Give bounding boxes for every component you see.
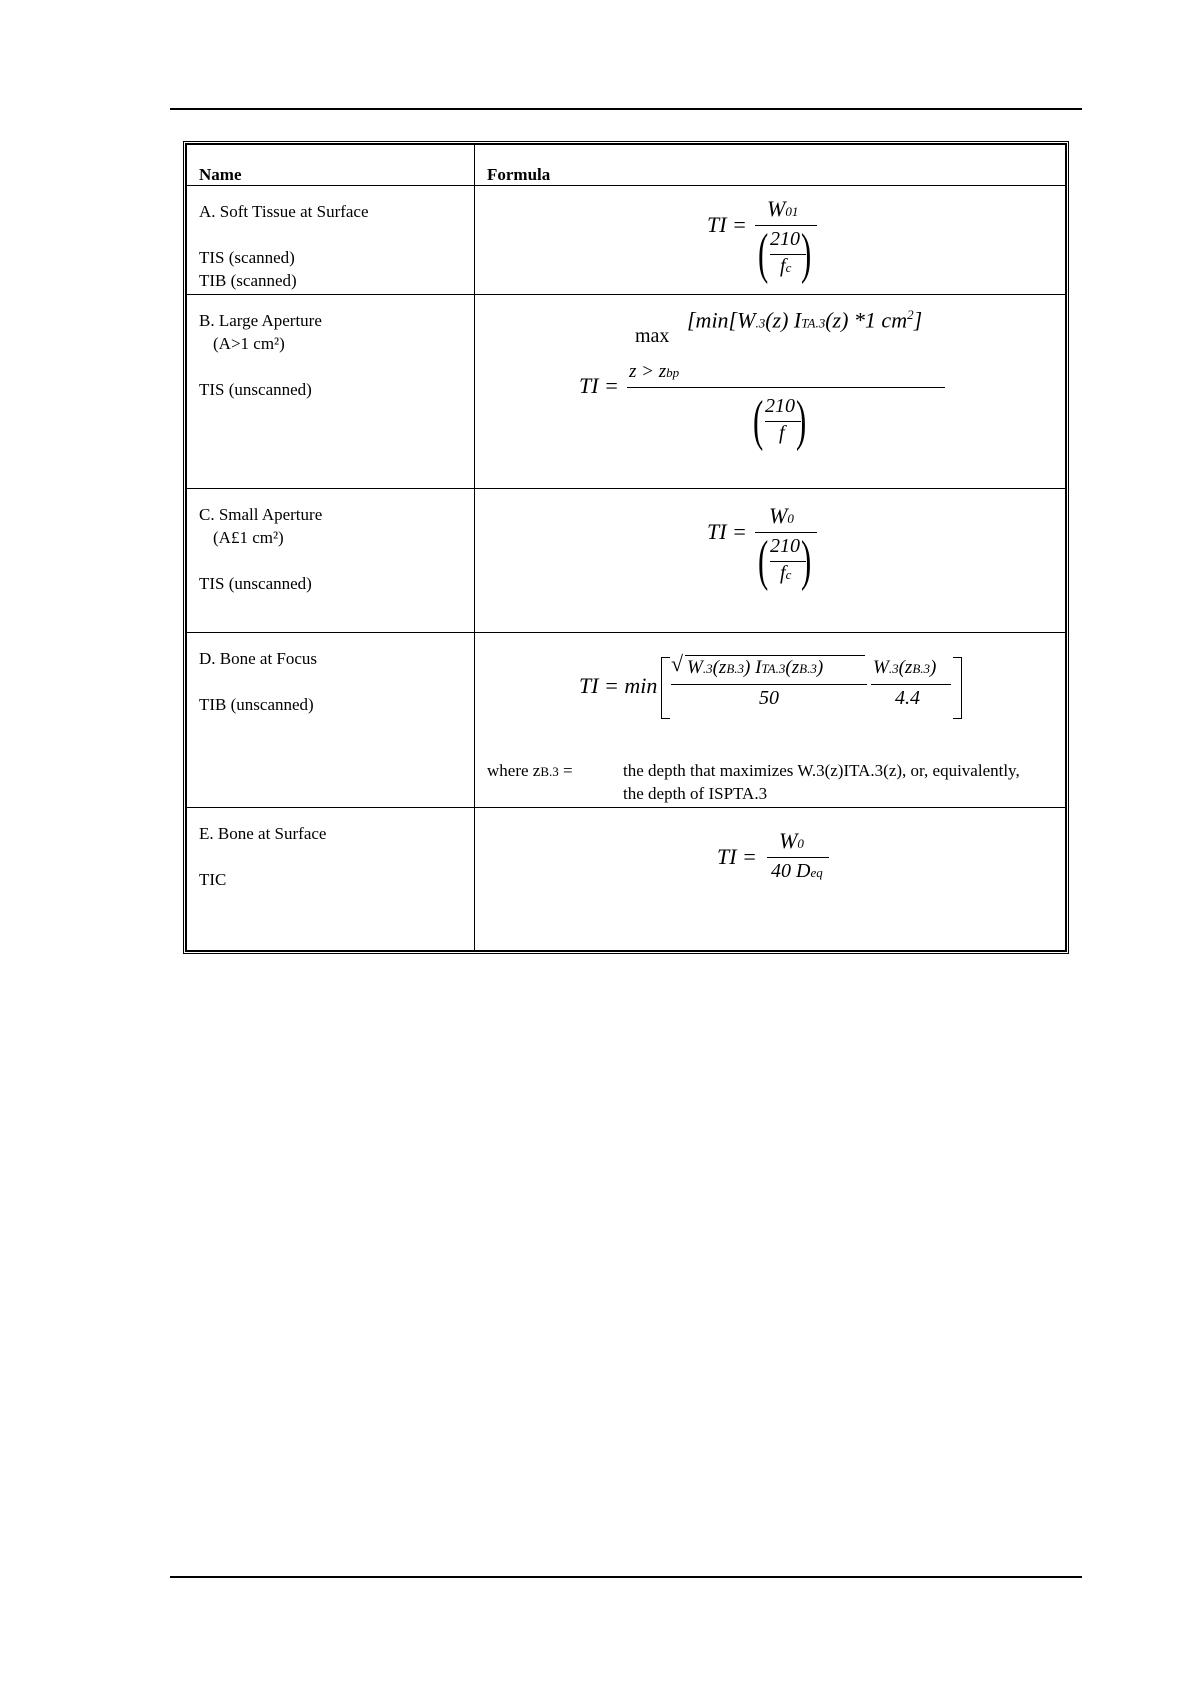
row-e-name [199, 822, 326, 891]
row-a-title: A. Soft Tissue at Surface [199, 202, 369, 222]
formula-d-fraction-bar-1 [671, 684, 867, 685]
formula-d-num-2: W.3(zB.3) [873, 657, 937, 679]
formula-b-fraction-bar [627, 387, 945, 388]
table-row [187, 488, 1066, 633]
formula-a-den-num: 210 [770, 228, 800, 251]
formula-b-lhs: TI = [579, 372, 619, 398]
row-d-line-1: TIB (unscanned) [199, 695, 314, 715]
header-name: Name [199, 165, 242, 184]
formula-d-where-line-2: the depth of ISPTA.3 [623, 784, 768, 804]
formula-c-den-num: 210 [770, 534, 800, 557]
formula-d-num-1: W.3(zB.3) ITA.3(zB.3) [687, 657, 824, 679]
row-c-name [199, 503, 322, 595]
row-b-title: B. Large Aperture [199, 310, 322, 330]
row-a-name [199, 200, 369, 292]
formula-a-paren-right: ) [801, 223, 812, 286]
header-formula: Formula [487, 165, 551, 184]
formula-d-fraction-bar-2 [871, 684, 951, 685]
table-row [187, 294, 1066, 488]
formula-d-lhs: TI = min [579, 673, 658, 699]
row-e-line-1: TIC [199, 870, 227, 890]
formula-d-bracket-right [953, 657, 962, 719]
formula-b-den-den: f [779, 421, 785, 444]
formula-e-lhs: TI = [717, 844, 757, 870]
formula-a-lhs: TI = [707, 212, 747, 238]
formula-b-paren-right: ) [796, 389, 807, 452]
formula-a-numerator: W01 [767, 196, 799, 222]
table-row [187, 808, 1066, 951]
formula-a-den-den: fc [780, 255, 792, 278]
table-row [187, 633, 1066, 808]
formula-d-where-label: where zB.3 = [487, 761, 573, 781]
formula-d-bracket-left [661, 657, 670, 719]
row-b-line-1: TIS (unscanned) [199, 379, 312, 399]
row-b-name [199, 309, 322, 401]
row-d-title: D. Bone at Focus [199, 649, 318, 669]
row-c-subtitle: (A£1 cm²) [213, 527, 284, 547]
formula-e-numerator: W0 [779, 828, 804, 854]
formula-a-paren-left: ( [758, 223, 769, 286]
formula-c-paren-left: ( [758, 529, 769, 592]
row-c-title: C. Small Aperture [199, 504, 323, 524]
row-d-formula [475, 633, 1066, 808]
formula-c-numerator: W0 [769, 502, 794, 528]
table-header-row [187, 145, 1066, 186]
row-c-line-1: TIS (unscanned) [199, 573, 312, 593]
formula-b-top: [min[W.3(z) ITA.3(z) *1 $cm^2$] [687, 306, 923, 333]
thermal-index-table [183, 141, 1069, 954]
table-row [187, 186, 1066, 295]
formula-c-lhs: TI = [707, 518, 747, 544]
formula-e-fraction-bar [767, 857, 829, 858]
row-e-formula [475, 808, 1066, 951]
header-rule [170, 108, 1082, 110]
row-a-line-2: TIB (scanned) [199, 271, 297, 291]
formula-c-den-den: fc [780, 561, 792, 584]
row-d-name [199, 647, 317, 716]
row-b-formula [475, 294, 1066, 488]
row-e-title: E. Bone at Surface [199, 824, 327, 844]
row-a-line-1: TIS (scanned) [199, 248, 295, 268]
footer-rule [170, 1576, 1082, 1578]
row-c-formula [475, 488, 1066, 633]
formula-d-den-2: 4.4 [895, 687, 920, 710]
formula-e-denominator: 40 Deq [771, 860, 823, 883]
formula-d-den-1: 50 [759, 687, 779, 710]
formula-d-where-line-1: the depth that maximizes W.3(z)ITA.3(z), or, equivalently, [623, 761, 1020, 781]
row-a-formula [475, 186, 1066, 295]
formula-b-paren-left: ( [753, 389, 764, 452]
formula-c-paren-right: ) [801, 529, 812, 592]
formula-b-under: z > zbp [629, 360, 680, 382]
row-b-subtitle: (A>1 cm²) [213, 333, 285, 353]
formula-b-max: max [635, 324, 670, 347]
formula-d-sqrt: √ [671, 651, 684, 677]
formula-b-den-num: 210 [765, 394, 795, 417]
